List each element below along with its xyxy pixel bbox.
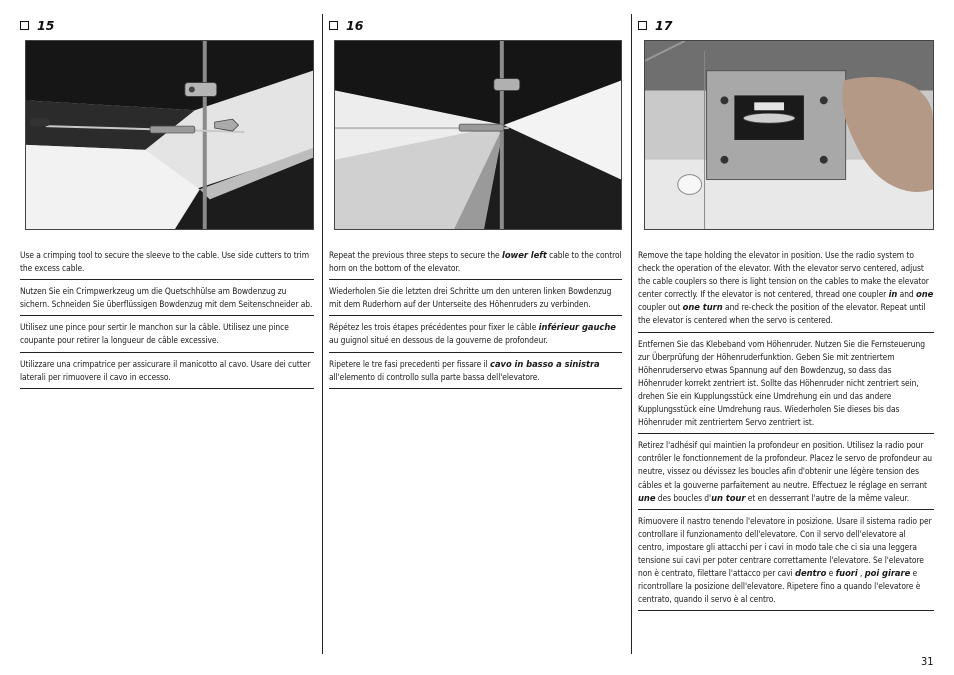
emphasized-term: fuori	[835, 568, 858, 579]
step-number: 16	[346, 17, 364, 33]
instruction-french: Utilisez une pince pour sertir le manchon sur la câble. Utilisez une pince coupante pour retirer la longueur de câble excessive.	[20, 321, 314, 352]
servo-photo-illustration	[645, 41, 933, 229]
step-17-photo	[644, 40, 934, 230]
step-15-photo	[25, 40, 314, 230]
step-16-instructions	[329, 249, 622, 394]
instruction-german: Entfernen Sie das Klebeband vom Höhenruder. Nutzen Sie die Fernsteuerung zur Überprüfung der Höhenruderfunktion. Geben Sie mit zentriertem Höhenruderservo etwas Spannung auf den Bowdenzug, so dass das Höhenruder korrekt zentriert ist. Sollte das Höhenruder nicht zentriert sein, drehen Sie ein Kupplungsstück eine Umdrehung ein und das andere Kupplungsstück eine Umdrehung raus. Wiederholen Sie dieses bis das Höhenruder mit zentriertem Servo zentriert ist.	[638, 338, 934, 435]
emphasized-term: poi girare	[864, 568, 911, 579]
instruction-italian: Utilizzare una crimpatrice per assicurare il manicotto al cavo. Usare dei cutter laterali per rimuovere il cavo in eccesso.	[20, 358, 314, 389]
emphasized-term: cavo in basso a sinistra	[490, 358, 600, 369]
emphasized-term: inférieur gauche	[538, 322, 616, 333]
instruction-italian: Rimuovere il nastro tenendo l'elevatore in posizione. Usare il sistema radio per controllare il funzionamento dell'elevatore. Con il servo dell'elevatore al centro, impostare gli attacchi per i cavi in modo tale che ci sia una leggera tensione sui cavi per poter centrare correttamente l'elevatore. Se l'elevatore non è centrato, filettare l'attacco per cavi dentro e fuori , poi girare e ricontrollare la posizione dell'elevatore. Ripetere fino a quando l'elevatore è centrato, quando il servo è al centro.	[638, 515, 934, 612]
step-15-instructions	[20, 249, 314, 394]
instruction-german: Wiederholen Sie die letzten drei Schritte um den unteren linken Bowdenzug mit dem Ruderhorn auf der Unterseite des Höhenruders zu verbinden.	[329, 285, 622, 316]
page-number: 31	[921, 655, 934, 668]
step-number: 17	[655, 17, 673, 33]
emphasized-term: lower left	[502, 250, 547, 260]
emphasized-term: one	[916, 289, 934, 300]
instruction-english: Remove the tape holding the elevator in position. Use the radio system to check the operation of the elevator. With the elevator servo centered, adjust the cable couplers so there is light tension on the cables to make the elevator center correctly. If the elevator is not centered, thread one coupler in and one coupler out one turn and re-check the position of the elevator. Repeat until the elevator is centered when the servo is centered.	[638, 249, 934, 333]
step-checkbox[interactable]	[329, 21, 338, 30]
step-17-instructions	[638, 249, 934, 616]
crimp-photo-illustration	[26, 41, 313, 229]
step-checkbox[interactable]	[638, 21, 647, 30]
step-checkbox[interactable]	[20, 21, 29, 30]
step-header	[20, 14, 314, 36]
step-header	[329, 14, 622, 36]
emphasized-term: un tour	[711, 492, 746, 503]
step-header	[638, 14, 934, 36]
emphasized-term: une	[638, 492, 656, 503]
step-16-column	[329, 14, 622, 382]
column-divider	[631, 14, 632, 654]
emphasized-term: dentro	[795, 568, 827, 579]
step-16-photo	[334, 40, 622, 230]
instruction-french: Répétez les trois étapes précédentes pour fixer le câble inférieur gauche au guignol situé en dessous de la gouverne de profondeur.	[329, 321, 622, 352]
emphasized-term: one turn	[682, 302, 723, 313]
step-number: 15	[37, 17, 55, 33]
instruction-german: Nutzen Sie ein Crimpwerkzeug um die Quetschhülse am Bowdenzug zu sichern. Schneiden Sie überflüssigen Bowdenzug mit dem Seitenschneider ab.	[20, 285, 314, 316]
instruction-english: Repeat the previous three steps to secure the lower left cable to the control horn on the bottom of the elevator.	[329, 249, 622, 280]
emphasized-term: in	[888, 289, 898, 300]
column-divider	[322, 14, 323, 654]
control-horn-photo-illustration	[335, 41, 621, 229]
instruction-italian: Ripetere le tre fasi precedenti per fissare il cavo in basso a sinistra all'elemento di controllo sulla parte bassa dell'elevatore.	[329, 358, 622, 389]
instruction-english: Use a crimping tool to secure the sleeve to the cable. Use side cutters to trim the excess cable.	[20, 249, 314, 280]
step-15-column	[20, 14, 314, 382]
instruction-french: Retirez l'adhésif qui maintien la profondeur en position. Utilisez la radio pour contrôler le fonctionnement de la profondeur. Placez le servo de profondeur au neutre, vissez ou dévissez les boucles afin d'obtenir une légère tension des câbles et la gouverne parfaitement au neutre. Effectuez le réglage en serrant une des boucles d'un tour et en desserrant l'autre de la même valeur.	[638, 439, 934, 509]
step-17-column	[638, 14, 934, 605]
